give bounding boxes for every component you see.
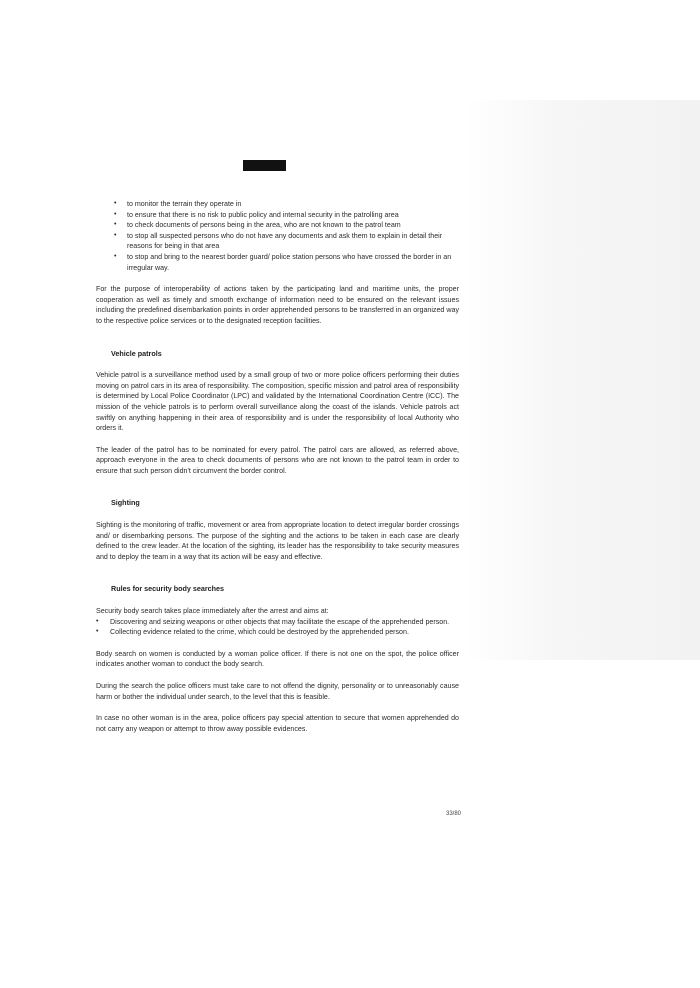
sighting-paragraph: Sighting is the monitoring of traffic, movement or area from appropriate location to detect irregular border crossings and/ or disembarking persons. The purpose of the sighting and the actions to be taken in each case are clearly defined to the crew leader. At the location of the sighting, its leader has the responsibility to take security measures and to deploy the team in a way that its action will be easy and effective. [96,521,459,561]
section-heading-body-searches: Rules for security body searches [111,584,225,594]
page-number: 33/80 [446,811,462,817]
body-searches-intro: Security body search takes place immediately after the arrest and aims at: [96,607,329,616]
body-searches-paragraph-3: In case no other woman is in the area, police officers pay special attention to secure that women apprehended do not carry any weapon or attempt to throw away possible evidences. [96,714,459,733]
bullet-icon: • [96,628,99,636]
vehicle-patrols-paragraph-1: Vehicle patrol is a surveillance method used by a small group of two or more police officers performing their duties moving on patrol cars in its area of responsibility. The composition, specific mission and patrol area of responsibility is determined by Local Police Coordinator (LPC) and validated by the International Coordination Centre (ICC). The mission of the vehicle patrols is to perform overall surveillance along the coast of the islands. Vehicle patrols act swiftly on anything happening in their area of responsibility and is under the responsibility of local Authority who orders it. [96,371,459,433]
body-search-bullet-list [96,617,459,638]
scan-shadow [465,100,700,660]
bullet-icon: • [96,617,99,625]
list-item: • Discovering and seizing weapons or other objects that may facilitate the escape of the apprehended person. [96,617,450,626]
bullet-icon: • [114,252,117,260]
section-heading-sighting: Sighting [111,498,140,508]
list-item: • to ensure that there is no risk to public policy and internal security in the patrolling area [114,210,399,219]
intro-bullet-list [96,199,459,273]
bullet-icon: • [114,221,117,229]
body-searches-paragraph-2: During the search the police officers must take care to not offend the dignity, personality or to unreasonably cause harm or bother the individual under search, to the level that this is feasible. [96,682,459,701]
section-heading-vehicle-patrols: Vehicle patrols [111,348,162,358]
list-item: • Collecting evidence related to the crime, which could be destroyed by the apprehended person. [96,628,409,637]
bullet-icon: • [114,200,117,207]
bullet-icon: • [114,231,117,239]
body-searches-paragraph-1: Body search on women is conducted by a woman police officer. If there is not one on the spot, the police officer indicates another woman to conduct the body search. [96,649,459,669]
interoperability-paragraph: For the purpose of interoperability of actions taken by the participating land and maritime units, the proper cooperation as well as timely and smooth exchange of information need to be ensured on the relevant issues including the predefined disembarkation points in order apprehended persons to be transferred in an organized way to the respective police services or to the designated reception facilities. [96,285,459,325]
list-item: • to check documents of persons being in the area, who are not known to the patrol team [114,221,401,230]
list-item: • to monitor the terrain they operate in [114,200,242,208]
redaction-block [243,160,286,171]
bullet-icon: • [114,210,117,218]
document-body [96,199,459,734]
vehicle-patrols-paragraph-2: The leader of the patrol has to be nominated for every patrol. The patrol cars are allowed, as referred above, approach everyone in the area to check documents of persons who are not known to the patrol team in order to ensure that such person didn't circumvent the border control. [96,445,459,475]
list-item: • to stop and bring to the nearest border guard/ police station persons who have crossed the border in an irregular way. [114,252,452,272]
list-item: • to stop all suspected persons who do not have any documents and ask them to explain in detail their reasons for being in that area [114,231,443,251]
